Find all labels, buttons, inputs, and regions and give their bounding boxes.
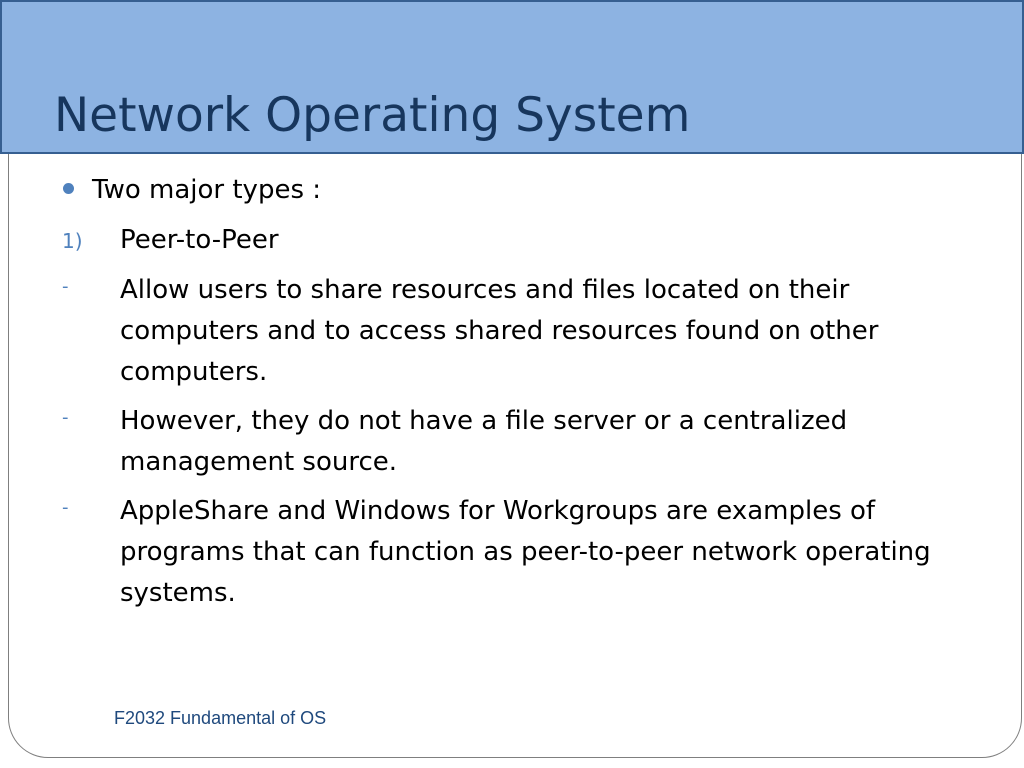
section-heading-text: Peer-to-Peer [120,225,279,255]
sub-point [0,491,1024,614]
intro-text: Two major types : [92,175,322,205]
sub-point-text: Allow users to share resources and files located on their computers and to access shared resources found on other computers. [120,275,879,387]
bullet-dot-icon [63,183,74,194]
sub-point-text: AppleShare and Windows for Workgroups are examples of programs that can function as peer-to-peer network operating systems. [120,496,931,608]
slide-footer: F2032 Fundamental of OS [114,708,327,728]
slide-title: Network Operating System [54,88,691,143]
section-heading [0,220,1024,270]
sub-point [0,401,1024,483]
dash-marker: - [62,276,69,297]
slide-content [0,170,1024,622]
sub-point-text: However, they do not have a file server or a centralized management source. [120,406,848,477]
dash-marker: - [62,407,69,428]
section-number: 1) [62,229,83,253]
intro-bullet [0,170,1024,220]
dash-marker: - [62,497,69,518]
sub-point [0,270,1024,393]
